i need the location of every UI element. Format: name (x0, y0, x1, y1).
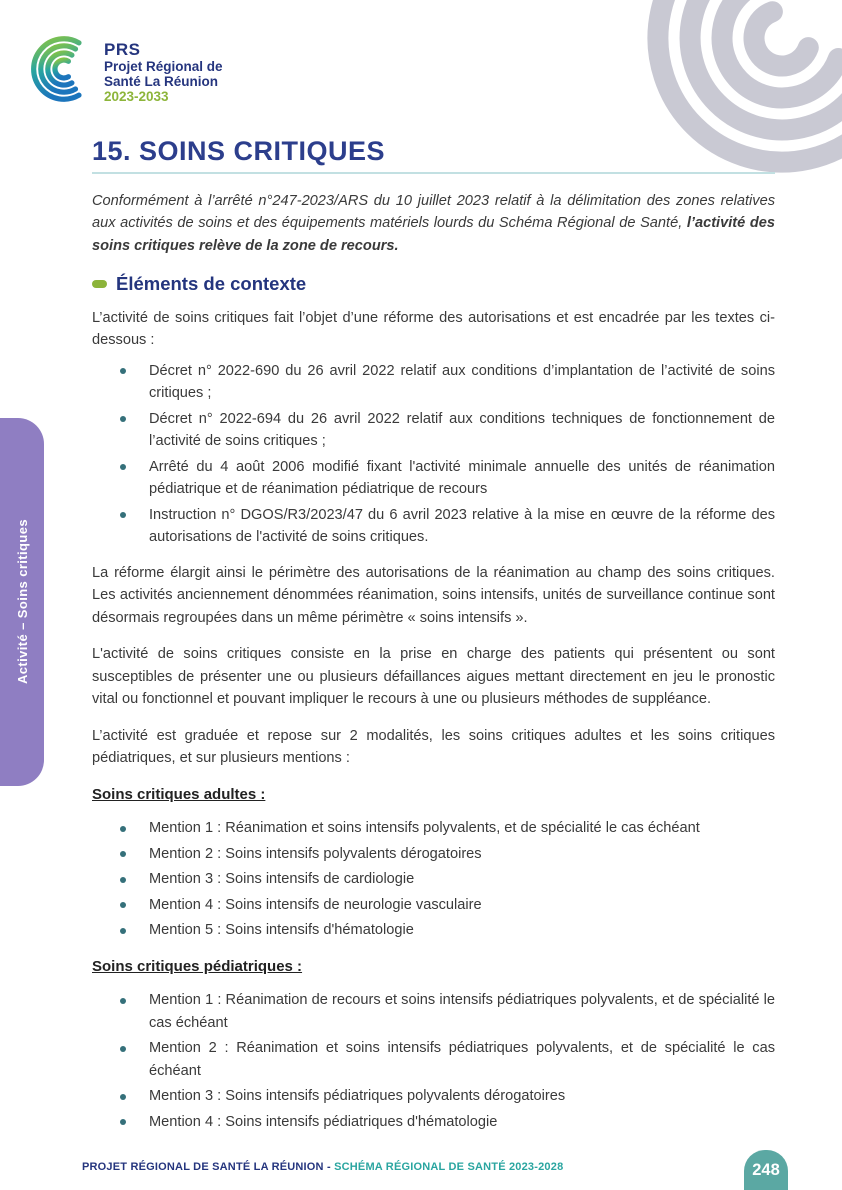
logo-acronym: PRS (104, 40, 141, 59)
bullet-icon (120, 928, 126, 934)
chapter-side-tab-label: Activité – Soins critiques (14, 519, 30, 685)
list-item (92, 989, 775, 1034)
main-content (92, 136, 776, 1146)
page-number-badge: 248 (744, 1150, 788, 1190)
list-item-text: Mention 4 : Soins intensifs de neurologie vasculaire (149, 896, 482, 913)
bullet-icon (120, 851, 126, 857)
page-title: 15. SOINS CRITIQUES (92, 140, 775, 174)
list-item (92, 919, 775, 942)
list-item-text: Mention 2 : Soins intensifs polyvalents dérogatoires (149, 845, 482, 862)
prs-logo-arcs-icon (28, 33, 96, 105)
list-item-text: Mention 3 : Soins intensifs pédiatriques polyvalents dérogatoires (149, 1088, 566, 1104)
prs-logo (28, 33, 223, 105)
list-item (92, 408, 775, 453)
context-paragraph-1: L’activité de soins critiques fait l’objet d’une réforme des autorisations et est encadrée par les textes ci-dessous : (92, 309, 775, 348)
bullet-icon (120, 1094, 126, 1100)
list-item (92, 1085, 775, 1108)
list-item-text: Mention 2 : Réanimation et soins intensifs pédiatriques polyvalents, et de spécialité le cas échéant (149, 1040, 775, 1079)
context-paragraph-2: La réforme élargit ainsi le périmètre des autorisations de la réanimation au champ des soins critiques. Les activités anciennement dénommées réanimation, soins intensifs, unités de surveillance continue sont désormais regroupées dans un même périmètre « soins intensifs ». (92, 564, 775, 626)
list-item (92, 1111, 775, 1134)
bullet-icon (120, 1119, 126, 1125)
bullet-icon (120, 416, 126, 422)
bullet-icon (120, 512, 126, 518)
list-item-text: Mention 3 : Soins intensifs de cardiologie (149, 871, 415, 887)
context-paragraph-4: L’activité est graduée et repose sur 2 modalités, les soins critiques adultes et les soins critiques pédiatriques, et sur plusieurs mentions : (92, 727, 775, 766)
list-item (92, 817, 775, 840)
logo-line-2: Santé La Réunion (104, 74, 219, 90)
section-heading-label: Éléments de contexte (116, 273, 307, 294)
list-item-text: Arrêté du 4 août 2006 modifié fixant l'activité minimale annuelle des unités de réanimation pédiatrique et de réanimation pédiatrique de recours (149, 458, 775, 497)
pediatrics-mention-list (92, 989, 775, 1133)
context-paragraph-3: L'activité de soins critiques consiste en la prise en charge des patients qui présentent ou sont susceptibles de présenter une ou plusieurs défaillances aigues mettant directement en jeu le pronostic vital ou fonctionnel et pouvant impliquer le recours à une ou plusieurs méthodes de suppléance. (92, 646, 775, 707)
intro-bold-text: l’activité des soins critiques relève de la zone de recours. (92, 215, 776, 254)
logo-text (104, 33, 223, 104)
green-dash-icon (92, 280, 107, 288)
list-item (92, 843, 775, 866)
section-heading (92, 273, 775, 296)
context-bullet-list (92, 360, 775, 549)
list-item (92, 1037, 775, 1082)
bullet-icon (120, 902, 126, 908)
bullet-icon (120, 826, 126, 832)
list-item (92, 868, 775, 891)
logo-years: 2023-2033 (104, 89, 169, 105)
list-item (92, 894, 775, 917)
list-item (92, 504, 775, 549)
pediatrics-subheading: Soins critiques pédiatriques : (92, 957, 303, 975)
list-item-text: Instruction n° DGOS/R3/2023/47 du 6 avril 2023 relative à la mise en œuvre de la réforme des autorisations de l'activité de soins critiques. (149, 506, 775, 545)
list-item-text: Mention 5 : Soins intensifs d'hématologie (149, 922, 414, 938)
bullet-icon (120, 877, 126, 883)
footer-text (82, 1161, 563, 1173)
list-item (92, 360, 775, 405)
bullet-icon (120, 998, 126, 1004)
list-item-text: Décret n° 2022-694 du 26 avril 2022 relatif aux conditions techniques de fonctionnement de l’activité de soins critiques ; (149, 410, 775, 449)
adults-subheading: Soins critiques adultes : (92, 785, 266, 803)
intro-paragraph (92, 190, 775, 258)
bullet-icon (120, 1046, 126, 1052)
bullet-icon (120, 464, 126, 470)
logo-line-1: Projet Régional de (104, 59, 223, 75)
list-item-text: Décret n° 2022-690 du 26 avril 2022 relatif aux conditions d’implantation de l’activité de soins critiques ; (149, 362, 775, 401)
list-item-text: Mention 1 : Réanimation de recours et soins intensifs pédiatriques polyvalents, et de spécialité le cas échéant (149, 992, 775, 1031)
footer-prs-text: PROJET RÉGIONAL DE SANTÉ LA RÉUNION - (82, 1161, 335, 1173)
adults-mention-list (92, 817, 775, 942)
bullet-icon (120, 368, 126, 374)
intro-normal-text: Conformément à l’arrêté n°247-2023/ARS du 10 juillet 2023 relatif à la délimitation des zones relatives aux activités de soins et des équipements matériels lourds du Schéma Régional de Santé, (92, 192, 775, 231)
list-item-text: Mention 4 : Soins intensifs pédiatriques d'hématologie (149, 1113, 498, 1130)
footer-schema-text: SCHÉMA RÉGIONAL DE SANTÉ 2023-2028 (334, 1161, 564, 1173)
chapter-side-tab (0, 418, 44, 786)
list-item-text: Mention 1 : Réanimation et soins intensifs polyvalents, et de spécialité le cas échéant (149, 820, 700, 836)
list-item (92, 456, 775, 501)
